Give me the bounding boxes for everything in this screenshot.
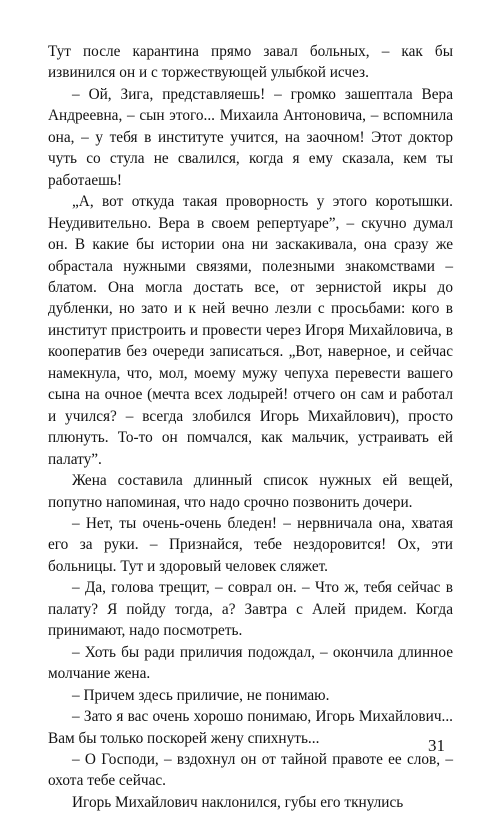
paragraph-5: – Нет, ты очень-очень бледен! – нервничала она, хватая его за руки. – Признайся, тебе нездоровится! Ох, эти больницы. Тут и здоровый человек сляжет. [48, 514, 453, 575]
paragraph-10: – О Господи, – вздохнул он от тайной правоте ее слов, – охота тебе сейчас. [48, 750, 453, 790]
paragraph-6: – Да, голова трещит, – соврал он. – Что ж, тебя сейчас в палату? Я пойду тогда, а? Завтра с Алей придем. Когда принимают, надо посмотреть. [48, 579, 453, 640]
page-number: 31 [428, 736, 445, 755]
page-text [48, 41, 453, 813]
paragraph-8: – Причем здесь приличие, не понимаю. [72, 686, 330, 704]
paragraph-1: Тут после карантина прямо завал больных, – как бы извинился он и с торжествующей улыбкой исчез. [48, 43, 453, 82]
paragraph-9: – Зато я вас очень хорошо понимаю, Игорь Михайлович... Вам бы только поскорей жену спихнуть... [48, 708, 453, 747]
paragraph-11: Игорь Михайлович наклонился, губы его ткнулись [72, 793, 404, 811]
paragraph-7: – Хоть бы ради приличия подождал, – окончила длинное молчание жена. [48, 643, 453, 683]
paragraph-3: „А, вот откуда такая проворность у этого коротышки. Неудивительно. Вера в своем репертуаре”, – скучно думал он. В какие бы истории она ни заскакивала, она сразу же обрастала нужными связями, полезными знакомствами – блатом. Она могла достать все, от зернистой икры до дубленки, но зато и к ней вечно лезли с просьбами: кого в институт пристроить и провести через Игоря Михайловича, в кооператив без очереди записаться. „Вот, наверное, и сейчас намекнула, что, мол, моему мужу чепуха перевести вашего сына на очное (мечта всех лодырей! отчего он сам и работал и учился? – всегда злобился Игорь Михайлович), просто плюнуть. То-то он помчался, как мальчик, устраивать ей палату”. [48, 193, 453, 468]
paragraph-2: – Ой, Зига, представляешь! – громко зашептала Вера Андреевна, – сын этого... Михаила Антоновича, – вспомнила она, – у тебя в институте учится, на заочном! Этот доктор чуть со стула не свалился, когда я ему сказала, кем ты работаешь! [48, 85, 453, 189]
paragraph-4: Жена составила длинный список нужных ей вещей, попутно напоминая, что надо срочно позвонить дочери. [48, 472, 453, 511]
